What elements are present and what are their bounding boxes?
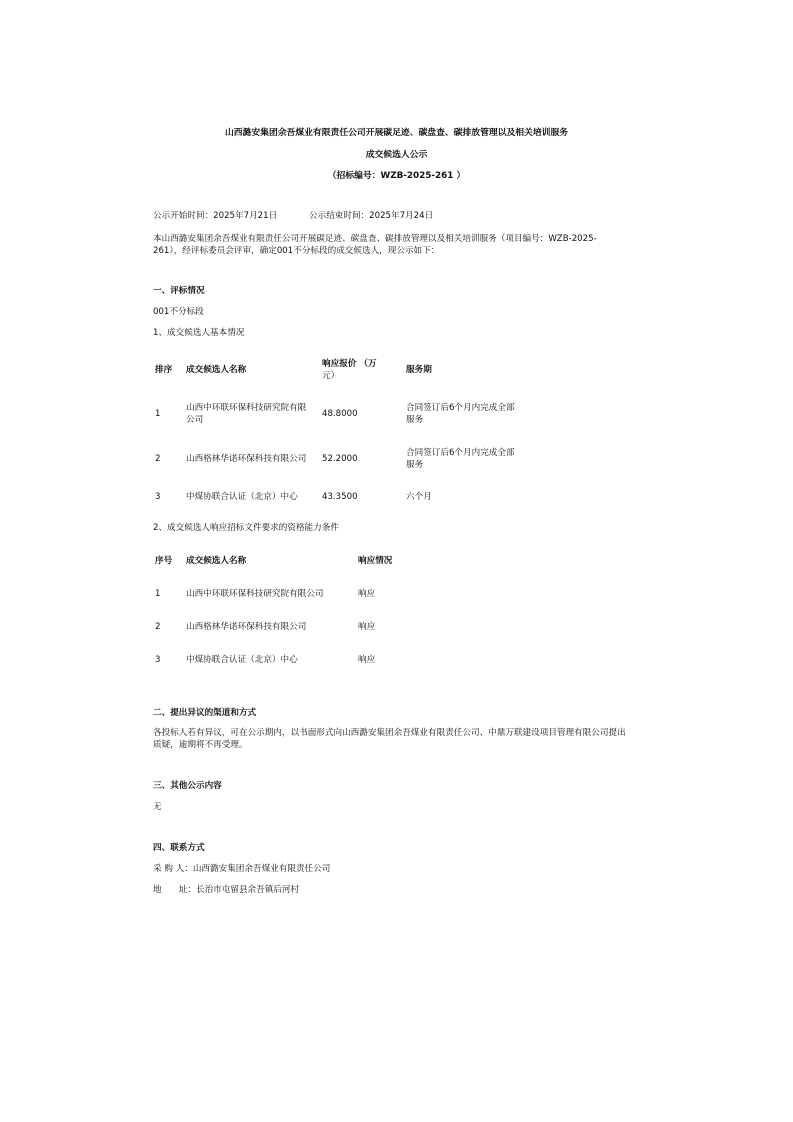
section-4-heading: 四、联系方式	[153, 843, 205, 853]
qual-row-2-no: 2	[155, 622, 161, 632]
table-row-2-rank: 2	[155, 454, 161, 464]
qual-row-1-status: 响应	[358, 589, 376, 599]
subsection-2-heading: 2、成交候选人响应招标文件要求的资格能力条件	[153, 523, 339, 533]
table-row-1-rank: 1	[155, 409, 161, 419]
table-row-1-name-cont: 公司	[186, 415, 204, 425]
section-1-heading: 一、评标情况	[153, 286, 205, 296]
col-header-price-unit: 元）	[322, 371, 340, 381]
qual-row-2-name: 山西格林华诺环保科技有限公司	[186, 622, 307, 632]
qual-row-3-name: 中煤协联合认证（北京）中心	[186, 655, 298, 665]
document-title: 山西潞安集团余吾煤业有限责任公司开展碳足迹、碳盘查、碳排放管理以及相关培训服务	[224, 128, 569, 138]
table-row-1-name: 山西中环联环保科技研究院有限	[186, 403, 307, 413]
lot-label: 001不分标段	[153, 307, 204, 317]
intro-line-1: 本山西潞安集团余吾煤业有限责任公司开展碳足迹、碳盘查、碳排放管理以及相关培训服务（项目编号：WZB-2025-	[153, 234, 597, 244]
section-3-heading: 三、其他公示内容	[153, 781, 222, 791]
period-start: 公示开始时间：2025年7月21日	[153, 211, 278, 221]
table-row-2-period: 合同签订后6个月内完成全部	[406, 448, 515, 458]
qual-row-2-status: 响应	[358, 622, 376, 632]
table-row-3-price: 43.3500	[322, 492, 358, 502]
table-row-2-price: 52.2000	[322, 454, 358, 464]
other-content: 无	[153, 802, 162, 812]
intro-line-2: 261），经评标委员会评审，确定001不分标段的成交候选人，现公示如下：	[153, 246, 440, 256]
col-header-rank: 排序	[155, 365, 173, 375]
table-row-1-period: 合同签订后6个月内完成全部	[406, 403, 515, 413]
table-row-1-price: 48.8000	[322, 409, 358, 419]
col-header-name: 成交候选人名称	[186, 365, 247, 375]
address-contact: 地 址：长治市屯留县余吾镇后河村	[153, 885, 300, 895]
bid-number: （招标编号：WZB-2025-261 ）	[327, 171, 466, 181]
table-row-2-name: 山西格林华诺环保科技有限公司	[186, 454, 307, 464]
buyer-contact: 采 购 人：山西潞安集团余吾煤业有限责任公司	[153, 864, 331, 874]
qual-row-1-no: 1	[155, 589, 161, 599]
section-2-heading: 二、提出异议的渠道和方式	[153, 708, 257, 718]
document-subtitle: 成交候选人公示	[365, 150, 428, 160]
table-row-3-period: 六个月	[406, 492, 432, 502]
qual-row-3-status: 响应	[358, 655, 376, 665]
objection-line-2: 质疑，逾期将不再受理。	[153, 740, 248, 750]
objection-line-1: 各投标人若有异议，可在公示期内，以书面形式向山西潞安集团余吾煤业有限责任公司、中鼎万联建设项目管理有限公司提出	[153, 728, 626, 738]
table-row-3-rank: 3	[155, 492, 161, 502]
qual-row-3-no: 3	[155, 655, 161, 665]
subsection-1-heading: 1、成交候选人基本情况	[153, 328, 245, 338]
col-header-candidate: 成交候选人名称	[186, 556, 247, 566]
period-end: 公示结束时间：2025年7月24日	[309, 211, 434, 221]
col-header-service-period: 服务期	[406, 365, 432, 375]
col-header-response: 响应情况	[358, 556, 393, 566]
col-header-no: 序号	[155, 556, 173, 566]
table-row-2-period-cont: 服务	[406, 460, 424, 470]
table-row-3-name: 中煤协联合认证（北京）中心	[186, 492, 298, 502]
col-header-price: 响应报价 （万	[322, 359, 377, 369]
table-row-1-period-cont: 服务	[406, 415, 424, 425]
qual-row-1-name: 山西中环联环保科技研究院有限公司	[186, 589, 324, 599]
